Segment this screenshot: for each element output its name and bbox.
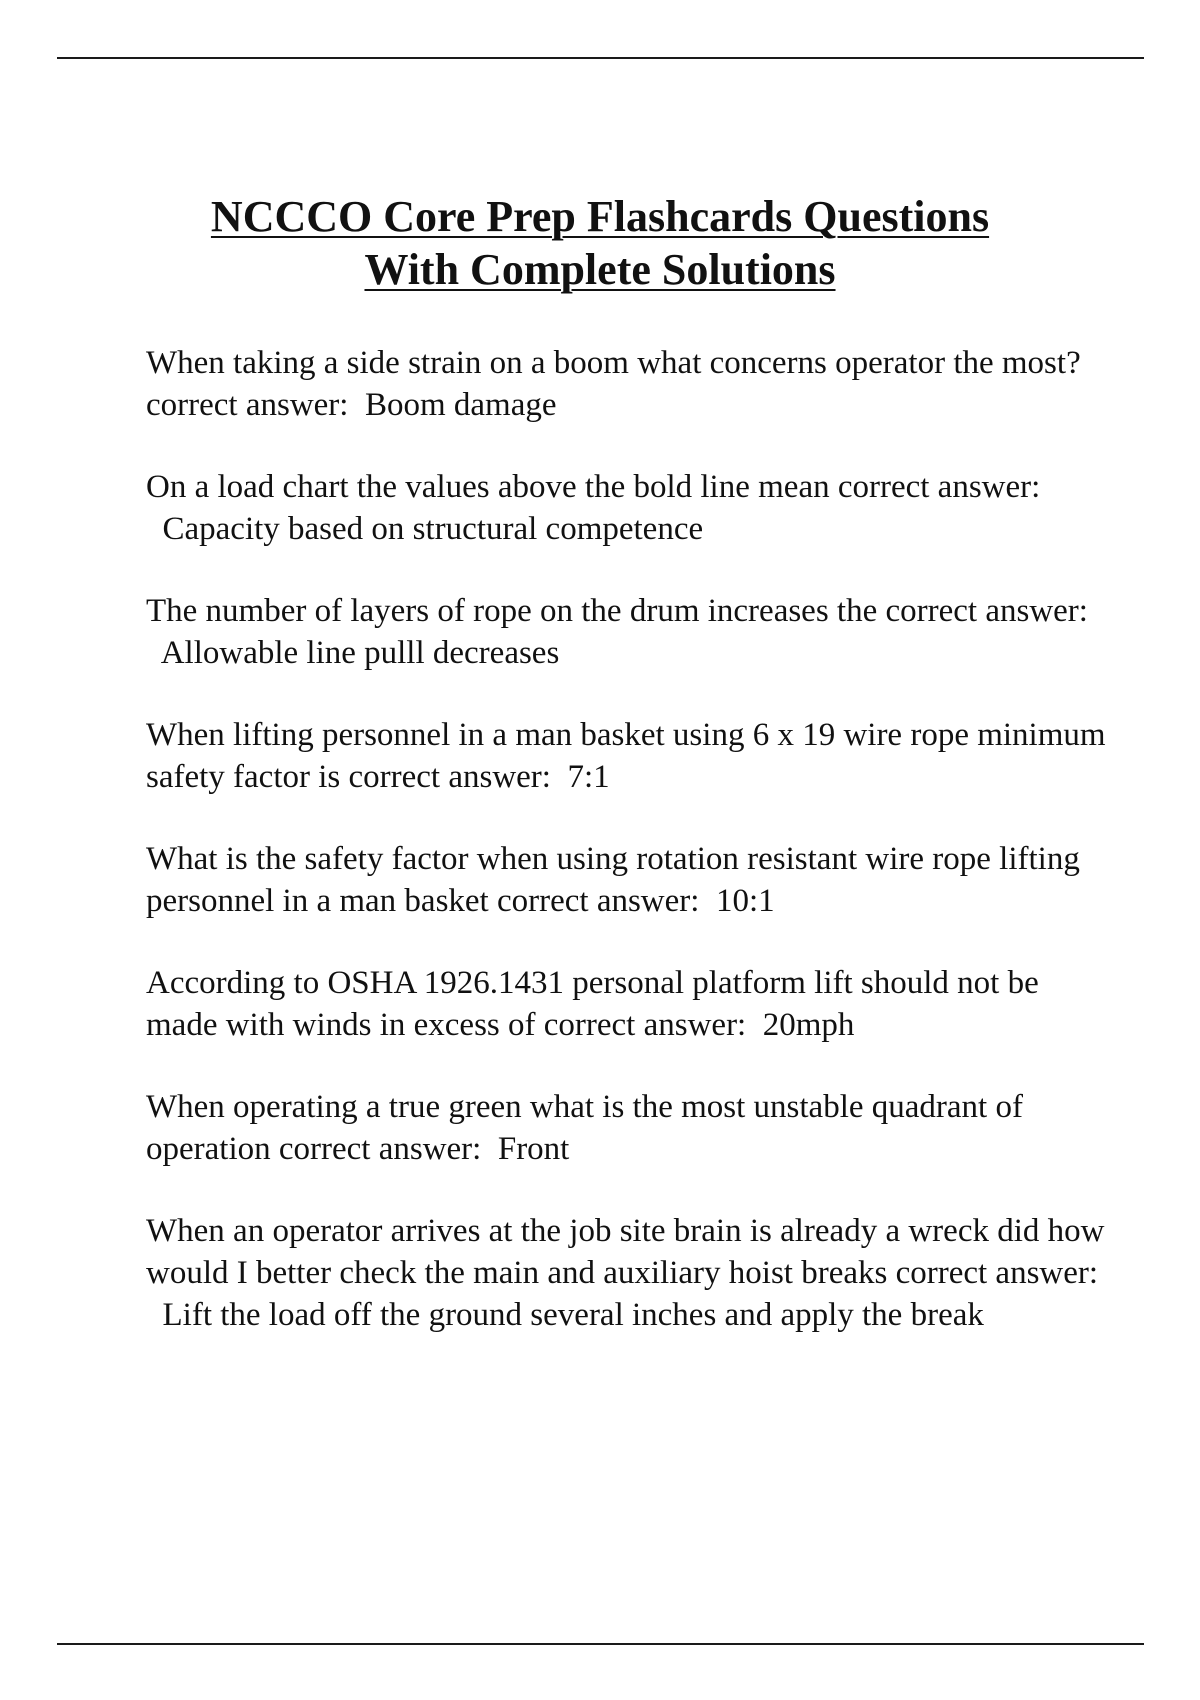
flashcard: [146, 714, 1106, 798]
answer-label: correct answer:: [496, 883, 700, 919]
flashcard: [146, 342, 1106, 426]
flashcard-answer: Boom damage: [364, 387, 557, 423]
top-rule: [57, 57, 1144, 59]
flashcard-question: When operating a true green what is the most unstable quadrant of operation: [146, 1089, 1023, 1167]
flashcard-answer: Front: [497, 1131, 570, 1167]
flashcard-question: When taking a side strain on a boom what concerns operator the most?: [146, 345, 1081, 381]
page-title-line-1: NCCCO Core Prep Flashcards Questions: [210, 192, 990, 241]
flashcard-answer: 7:1: [567, 759, 610, 795]
answer-label: correct answer:: [278, 1131, 482, 1167]
answer-label: correct answer:: [895, 1255, 1099, 1291]
flashcard-question: The number of layers of rope on the drum increases the: [146, 593, 878, 629]
flashcard: [146, 590, 1106, 674]
bottom-rule: [57, 1643, 1144, 1645]
flashcard-question: When lifting personnel in a man basket using 6 x 19 wire rope minimum safety factor is: [146, 717, 1106, 795]
flashcard: [146, 1086, 1106, 1170]
flashcard: [146, 838, 1106, 922]
flashcard-answer: 20mph: [762, 1007, 855, 1043]
flashcard-answer: 10:1: [715, 883, 775, 919]
flashcard-answer: Allowable line pulll decreases: [160, 635, 560, 671]
flashcard: [146, 962, 1106, 1046]
flashcard-list: [146, 342, 1106, 1376]
page-title: [100, 190, 1100, 296]
flashcard: [146, 466, 1106, 550]
flashcard-answer: Lift the load off the ground several inches and apply the break: [162, 1297, 984, 1333]
flashcard: [146, 1210, 1106, 1336]
flashcard-answer: Capacity based on structural competence: [162, 511, 704, 547]
flashcard-question: According to OSHA 1926.1431 personal platform lift should not be made with winds in excess of: [146, 965, 1039, 1043]
flashcard-question: On a load chart the values above the bold line mean: [146, 469, 830, 505]
flashcard-question: When an operator arrives at the job site brain is already a wreck did how would I better check the main and auxiliary hoist breaks: [146, 1213, 1105, 1291]
answer-label: correct answer:: [543, 1007, 747, 1043]
flashcard-question: What is the safety factor when using rotation resistant wire rope lifting personnel in a man basket: [146, 841, 1080, 919]
answer-label: correct answer:: [348, 759, 551, 795]
answer-label: correct answer:: [837, 469, 1041, 505]
answer-label: correct answer:: [885, 593, 1088, 629]
page-title-line-2: With Complete Solutions: [364, 245, 836, 294]
answer-label: correct answer:: [146, 387, 349, 423]
